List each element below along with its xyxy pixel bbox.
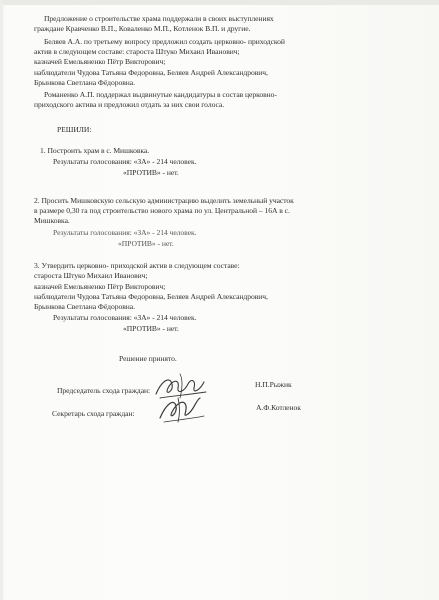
- item-1-against: «ПРОТИВ» - нет.: [123, 168, 179, 177]
- item-3-against: «ПРОТИВ» - нет.: [123, 324, 179, 333]
- item-3-line-1: 3. Утвердить церковно- приходской актив в следующем составе:: [34, 261, 240, 270]
- chair-label: Председатель схода граждан:: [57, 386, 151, 395]
- intro-line-4: актив в следующем составе: староста Штуко Михаил Иванович;: [34, 47, 240, 56]
- resolved-heading: РЕШИЛИ:: [57, 125, 92, 134]
- item-3-line-2: староста Штуко Михаил Иванович;: [34, 271, 148, 280]
- intro-line-6: наблюдатели Чудова Татьяна Федоровна, Беляев Андрей Александрович,: [34, 68, 268, 77]
- chair-name: Н.П.Рыжик: [255, 380, 292, 389]
- item-3-line-5: Брынкова Светлана Фёдоровна.: [34, 302, 135, 311]
- item-2-line-3: Мишковка.: [34, 216, 70, 225]
- item-2-against: «ПРОТИВ» - нет.: [118, 239, 174, 248]
- intro-line-8: Романенко А.П. поддержал выдвинутые кандидатуры в состав церковно-: [44, 90, 277, 99]
- decision-text: Решение принято.: [119, 354, 177, 363]
- secretary-label: Секретарь схода граждан:: [52, 409, 135, 418]
- item-2-result: Результаты голосования: «ЗА» - 214 человек.: [53, 228, 197, 237]
- scan-edge-left: [0, 0, 3, 600]
- intro-line-9: приходского актива и предложил отдать за них свои голоса.: [34, 100, 225, 109]
- item-1-result: Результаты голосования: «ЗА» - 214 человек.: [53, 157, 197, 166]
- intro-line-1: Предложение о строительстве храма поддержали в своих выступлениях: [44, 14, 274, 23]
- intro-line-2: граждане Кравченко В.П., Коваленко М.П., Котленок В.П. и другие.: [34, 24, 251, 33]
- intro-line-3: Беляев А.А. по третьему вопросу предложил создать церковно- приходской: [44, 37, 285, 46]
- item-3-line-3: казначей Емельяненко Пётр Викторович;: [34, 282, 166, 291]
- item-3-line-4: наблюдатели Чудова Татьяна Федоровна, Беляев Андрей Александрович,: [34, 292, 268, 301]
- item-2-line-2: в размере 0,30 га под строительство нового храма по ул. Центральной – 16А в с.: [34, 206, 290, 215]
- item-3-result: Результаты голосования: «ЗА» - 214 человек.: [53, 313, 197, 322]
- item-1-text: 1. Построить храм в с. Мишковка.: [40, 146, 150, 155]
- secretary-signature: [152, 392, 210, 426]
- item-2-line-1: 2. Просить Мишковскую сельскую администрацию выделить земельный участок: [34, 196, 294, 205]
- scan-edge-top: [0, 0, 439, 5]
- intro-line-5: казначей Емельяненко Пётр Викторович;: [34, 57, 166, 66]
- intro-line-7: Брынкова Светлана Фёдоровна.: [34, 78, 135, 87]
- secretary-name: А.Ф.Котленок: [256, 403, 301, 412]
